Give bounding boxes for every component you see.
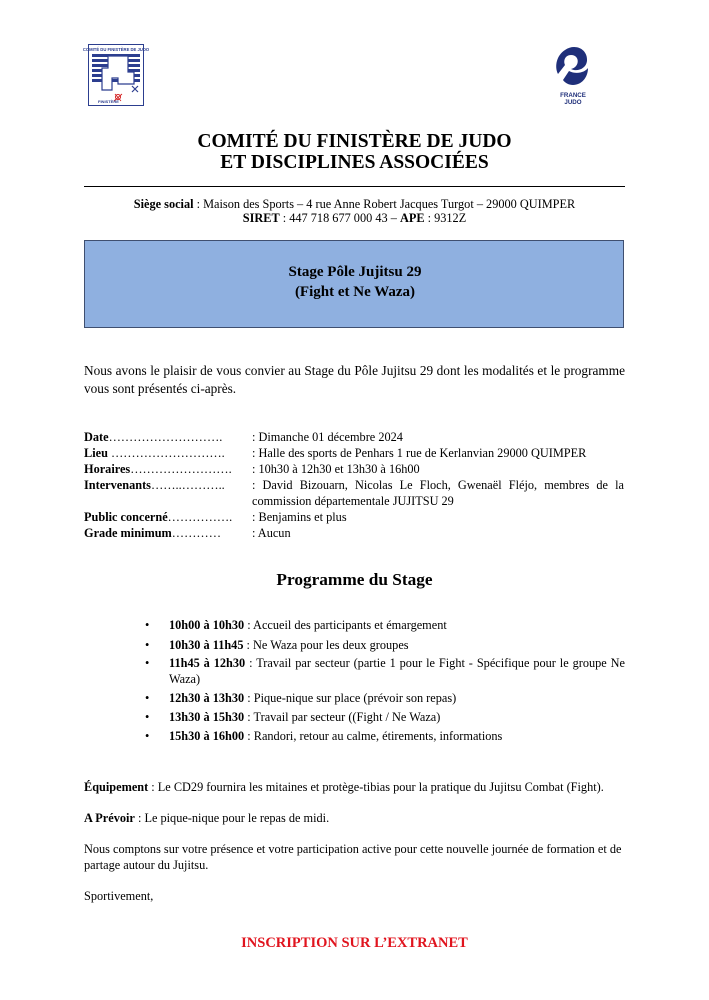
detail-label: Grade minimum [84, 526, 172, 540]
banner-title-line2: (Fight et Ne Waza) [294, 284, 416, 300]
ape-label: APE [399, 211, 425, 225]
programme-title: Programme du Stage [276, 570, 433, 589]
aprevoir-text: : Le pique-nique pour le repas de midi. [134, 811, 330, 825]
detail-label: Lieu [84, 446, 108, 460]
detail-dots: ………………………. [108, 430, 223, 444]
programme-time: 13h30 à 15h30 [169, 710, 245, 724]
bullet-icon: • [145, 618, 150, 632]
detail-value: : Aucun [252, 526, 291, 540]
programme-text: : Accueil des participants et émargement [244, 618, 447, 632]
detail-value: : David Bizouarn, Nicolas Le Floch, Gwenaël Fléjo, membres de la commission départementale JUJITSU 29 [252, 478, 624, 508]
logo-right-text2: JUDO [564, 99, 582, 106]
detail-label: Date [84, 430, 109, 444]
programme-text: : Pique-nique sur place (prévoir son repas) [244, 691, 457, 705]
programme-text: : Ne Waza pour les deux groupes [243, 638, 409, 652]
header-divider [84, 186, 625, 187]
inscription-extranet-link[interactable]: INSCRIPTION SUR L’EXTRANET [241, 935, 468, 951]
logo-left-text: COMITÉ DU FINISTÈRE DE JUDO [82, 47, 150, 52]
detail-row-public [84, 509, 625, 525]
detail-value: : Dimanche 01 décembre 2024 [252, 430, 403, 444]
detail-label: Horaires [84, 462, 131, 476]
siege-label: Siège social [133, 197, 194, 211]
programme-text: : Travail par secteur (partie 1 pour le Fight - Spécifique pour le groupe Ne Waza) [169, 656, 625, 686]
programme-time: 11h45 à 12h30 [169, 656, 246, 670]
detail-dots: ………… [171, 526, 221, 540]
bullet-icon: • [145, 691, 150, 705]
bullet-icon: • [145, 710, 150, 724]
detail-dots: ………………………. [107, 446, 225, 460]
ape-value: : 9312Z [424, 211, 467, 225]
detail-value: : Benjamins et plus [252, 510, 347, 524]
siege-value: : Maison des Sports – 4 rue Anne Robert Jacques Turgot – 29000 QUIMPER [193, 197, 576, 211]
aprevoir-paragraph [84, 810, 625, 826]
detail-row-date [84, 429, 625, 445]
bullet-icon: • [145, 729, 150, 743]
detail-value: : 10h30 à 12h30 et 13h30 à 16h00 [252, 462, 420, 476]
banner-title-line1: Stage Pôle Jujitsu 29 [288, 264, 422, 280]
detail-row-lieu [84, 445, 625, 461]
aprevoir-label: A Prévoir [84, 811, 135, 825]
bullet-icon: • [145, 638, 150, 652]
detail-label: Public concerné [84, 510, 168, 524]
detail-value: : Halle des sports de Penhars 1 rue de Kerlanvian 29000 QUIMPER [252, 446, 587, 460]
closing-paragraph: Nous comptons sur votre présence et votre participation active pour cette nouvelle journée de formation et de partage autour du Jujitsu. [84, 842, 622, 872]
equipement-paragraph [84, 779, 625, 795]
detail-dots: ……………………. [130, 462, 232, 476]
detail-row-horaires [84, 461, 625, 477]
detail-dots: ……..……….. [150, 478, 225, 492]
programme-text: : Randori, retour au calme, étirements, informations [244, 729, 503, 743]
programme-time: 15h30 à 16h00 [169, 729, 245, 743]
programme-text: : Travail par secteur ((Fight / Ne Waza) [244, 710, 441, 724]
committee-title-line1: COMITÉ DU FINISTÈRE DE JUDO [197, 131, 512, 152]
france-judo-logo [555, 44, 591, 108]
detail-dots: ……………. [167, 510, 233, 524]
detail-row-grade [84, 525, 625, 541]
siret-value: : 447 718 677 000 43 – [279, 211, 400, 225]
signoff: Sportivement, [84, 889, 154, 903]
finistere-judo-logo [82, 44, 150, 106]
siege-social-line [0, 197, 709, 212]
bullet-icon: • [145, 656, 150, 670]
logo-left-subtext: FINISTÈRE [98, 99, 119, 104]
committee-title-line2: ET DISCIPLINES ASSOCIÉES [220, 152, 489, 173]
programme-time: 12h30 à 13h30 [169, 691, 245, 705]
intro-paragraph: Nous avons le plaisir de vous convier au Stage du Pôle Jujitsu 29 dont les modalités et le programme vous sont présentés ci-après. [84, 363, 625, 396]
programme-time: 10h30 à 11h45 [169, 638, 244, 652]
equipement-label: Équipement [84, 780, 149, 794]
siret-label: SIRET [242, 211, 280, 225]
detail-label: Intervenants [84, 478, 151, 492]
programme-time: 10h00 à 10h30 [169, 618, 245, 632]
stage-title-banner [84, 240, 624, 328]
siret-ape-line [0, 211, 709, 226]
equipement-text: : Le CD29 fournira les mitaines et protège-tibias pour la pratique du Jujitsu Combat (Fight). [148, 780, 604, 794]
detail-row-intervenants [84, 477, 625, 508]
logo-right-text1: FRANCE [560, 92, 586, 99]
